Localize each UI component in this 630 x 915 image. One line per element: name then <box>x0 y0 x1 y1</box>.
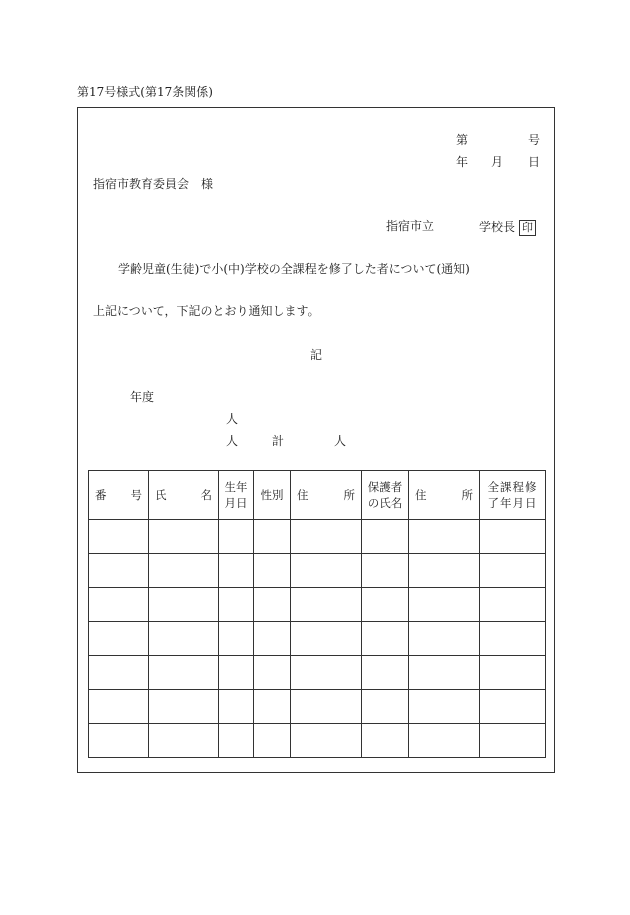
table-cell <box>480 690 546 724</box>
person-count-2: 人 <box>226 434 239 448</box>
col-name-b: 名 <box>200 488 212 502</box>
table-cell <box>362 690 409 724</box>
col-number <box>89 471 149 520</box>
table-cell <box>291 588 362 622</box>
col-address-2 <box>409 471 480 520</box>
col-completion-b: 了年月日 <box>487 496 538 510</box>
table-cell <box>409 622 480 656</box>
table-cell <box>409 520 480 554</box>
total-label: 計 <box>272 434 285 448</box>
sender-title <box>479 220 536 236</box>
table-cell <box>219 520 254 554</box>
table-cell <box>254 520 291 554</box>
table-cell <box>254 690 291 724</box>
number-prefix: 第 <box>456 133 469 147</box>
table-header-row <box>89 471 546 520</box>
col-address-b: 所 <box>343 488 355 502</box>
date-year: 年 <box>456 155 469 169</box>
col-sex <box>254 471 291 520</box>
table-cell <box>254 622 291 656</box>
table-cell <box>89 690 149 724</box>
number-suffix: 号 <box>528 133 541 147</box>
ki-heading: 記 <box>310 348 323 362</box>
table-cell <box>149 588 219 622</box>
table-row <box>89 690 546 724</box>
roster-table <box>88 470 546 758</box>
table-cell <box>291 520 362 554</box>
table-cell <box>291 622 362 656</box>
seal-mark: 印 <box>519 220 536 236</box>
body-text: 上記について，下記のとおり通知します。 <box>93 304 320 318</box>
table-row <box>89 656 546 690</box>
col-address2-b: 所 <box>461 488 473 502</box>
table-cell <box>89 520 149 554</box>
col-address2-a: 住 <box>415 488 427 502</box>
table-cell <box>89 724 149 758</box>
table-cell <box>89 588 149 622</box>
sender-city: 指宿市立 <box>386 219 435 233</box>
table-cell <box>291 690 362 724</box>
table-cell <box>291 724 362 758</box>
roster-body <box>89 520 546 758</box>
person-count-1: 人 <box>226 412 239 426</box>
table-cell <box>409 690 480 724</box>
table-row <box>89 588 546 622</box>
col-sex-label: 性別 <box>260 488 284 502</box>
table-cell <box>362 588 409 622</box>
table-cell <box>89 554 149 588</box>
table-cell <box>291 656 362 690</box>
table-cell <box>480 622 546 656</box>
table-cell <box>362 554 409 588</box>
col-number-b: 号 <box>130 488 142 502</box>
table-cell <box>409 656 480 690</box>
table-cell <box>149 724 219 758</box>
col-completion-date <box>480 471 546 520</box>
table-cell <box>89 622 149 656</box>
table-cell <box>149 656 219 690</box>
table-cell <box>409 588 480 622</box>
table-cell <box>219 622 254 656</box>
table-row <box>89 724 546 758</box>
table-row <box>89 520 546 554</box>
col-address <box>291 471 362 520</box>
sender-title-text: 学校長 <box>479 220 516 234</box>
col-completion-a: 全課程修 <box>487 480 538 494</box>
table-cell <box>89 656 149 690</box>
table-cell <box>254 588 291 622</box>
table-cell <box>362 622 409 656</box>
addressee: 指宿市教育委員会 様 <box>93 177 214 191</box>
table-cell <box>480 588 546 622</box>
table-cell <box>219 724 254 758</box>
table-cell <box>254 554 291 588</box>
col-name <box>149 471 219 520</box>
table-cell <box>362 724 409 758</box>
table-cell <box>219 554 254 588</box>
table-cell <box>409 554 480 588</box>
table-cell <box>149 622 219 656</box>
table-cell <box>480 724 546 758</box>
col-birth-a: 生年 <box>224 480 248 494</box>
table-cell <box>480 520 546 554</box>
form-label: 第17号様式(第17条関係) <box>77 85 213 99</box>
col-birthdate <box>219 471 254 520</box>
col-address-a: 住 <box>297 488 309 502</box>
table-cell <box>362 520 409 554</box>
table-cell <box>480 554 546 588</box>
table-cell <box>480 656 546 690</box>
table-cell <box>149 520 219 554</box>
table-cell <box>219 690 254 724</box>
col-guardian-b: の氏名 <box>367 496 403 510</box>
fiscal-year: 年度 <box>130 390 155 404</box>
table-cell <box>149 690 219 724</box>
table-cell <box>254 724 291 758</box>
col-guardian-a: 保護者 <box>367 480 403 494</box>
col-guardian <box>362 471 409 520</box>
subject: 学齢児童(生徒)で小(中)学校の全課程を修了した者について(通知) <box>118 262 470 276</box>
table-row <box>89 622 546 656</box>
table-cell <box>219 656 254 690</box>
table-cell <box>362 656 409 690</box>
table-cell <box>409 724 480 758</box>
table-cell <box>254 656 291 690</box>
table-cell <box>149 554 219 588</box>
table-cell <box>291 554 362 588</box>
person-count-3: 人 <box>334 434 347 448</box>
col-name-a: 氏 <box>155 488 167 502</box>
col-number-a: 番 <box>95 488 107 502</box>
date-day: 日 <box>528 155 541 169</box>
col-birth-b: 月日 <box>224 496 248 510</box>
table-cell <box>219 588 254 622</box>
table-row <box>89 554 546 588</box>
date-month: 月 <box>491 155 504 169</box>
